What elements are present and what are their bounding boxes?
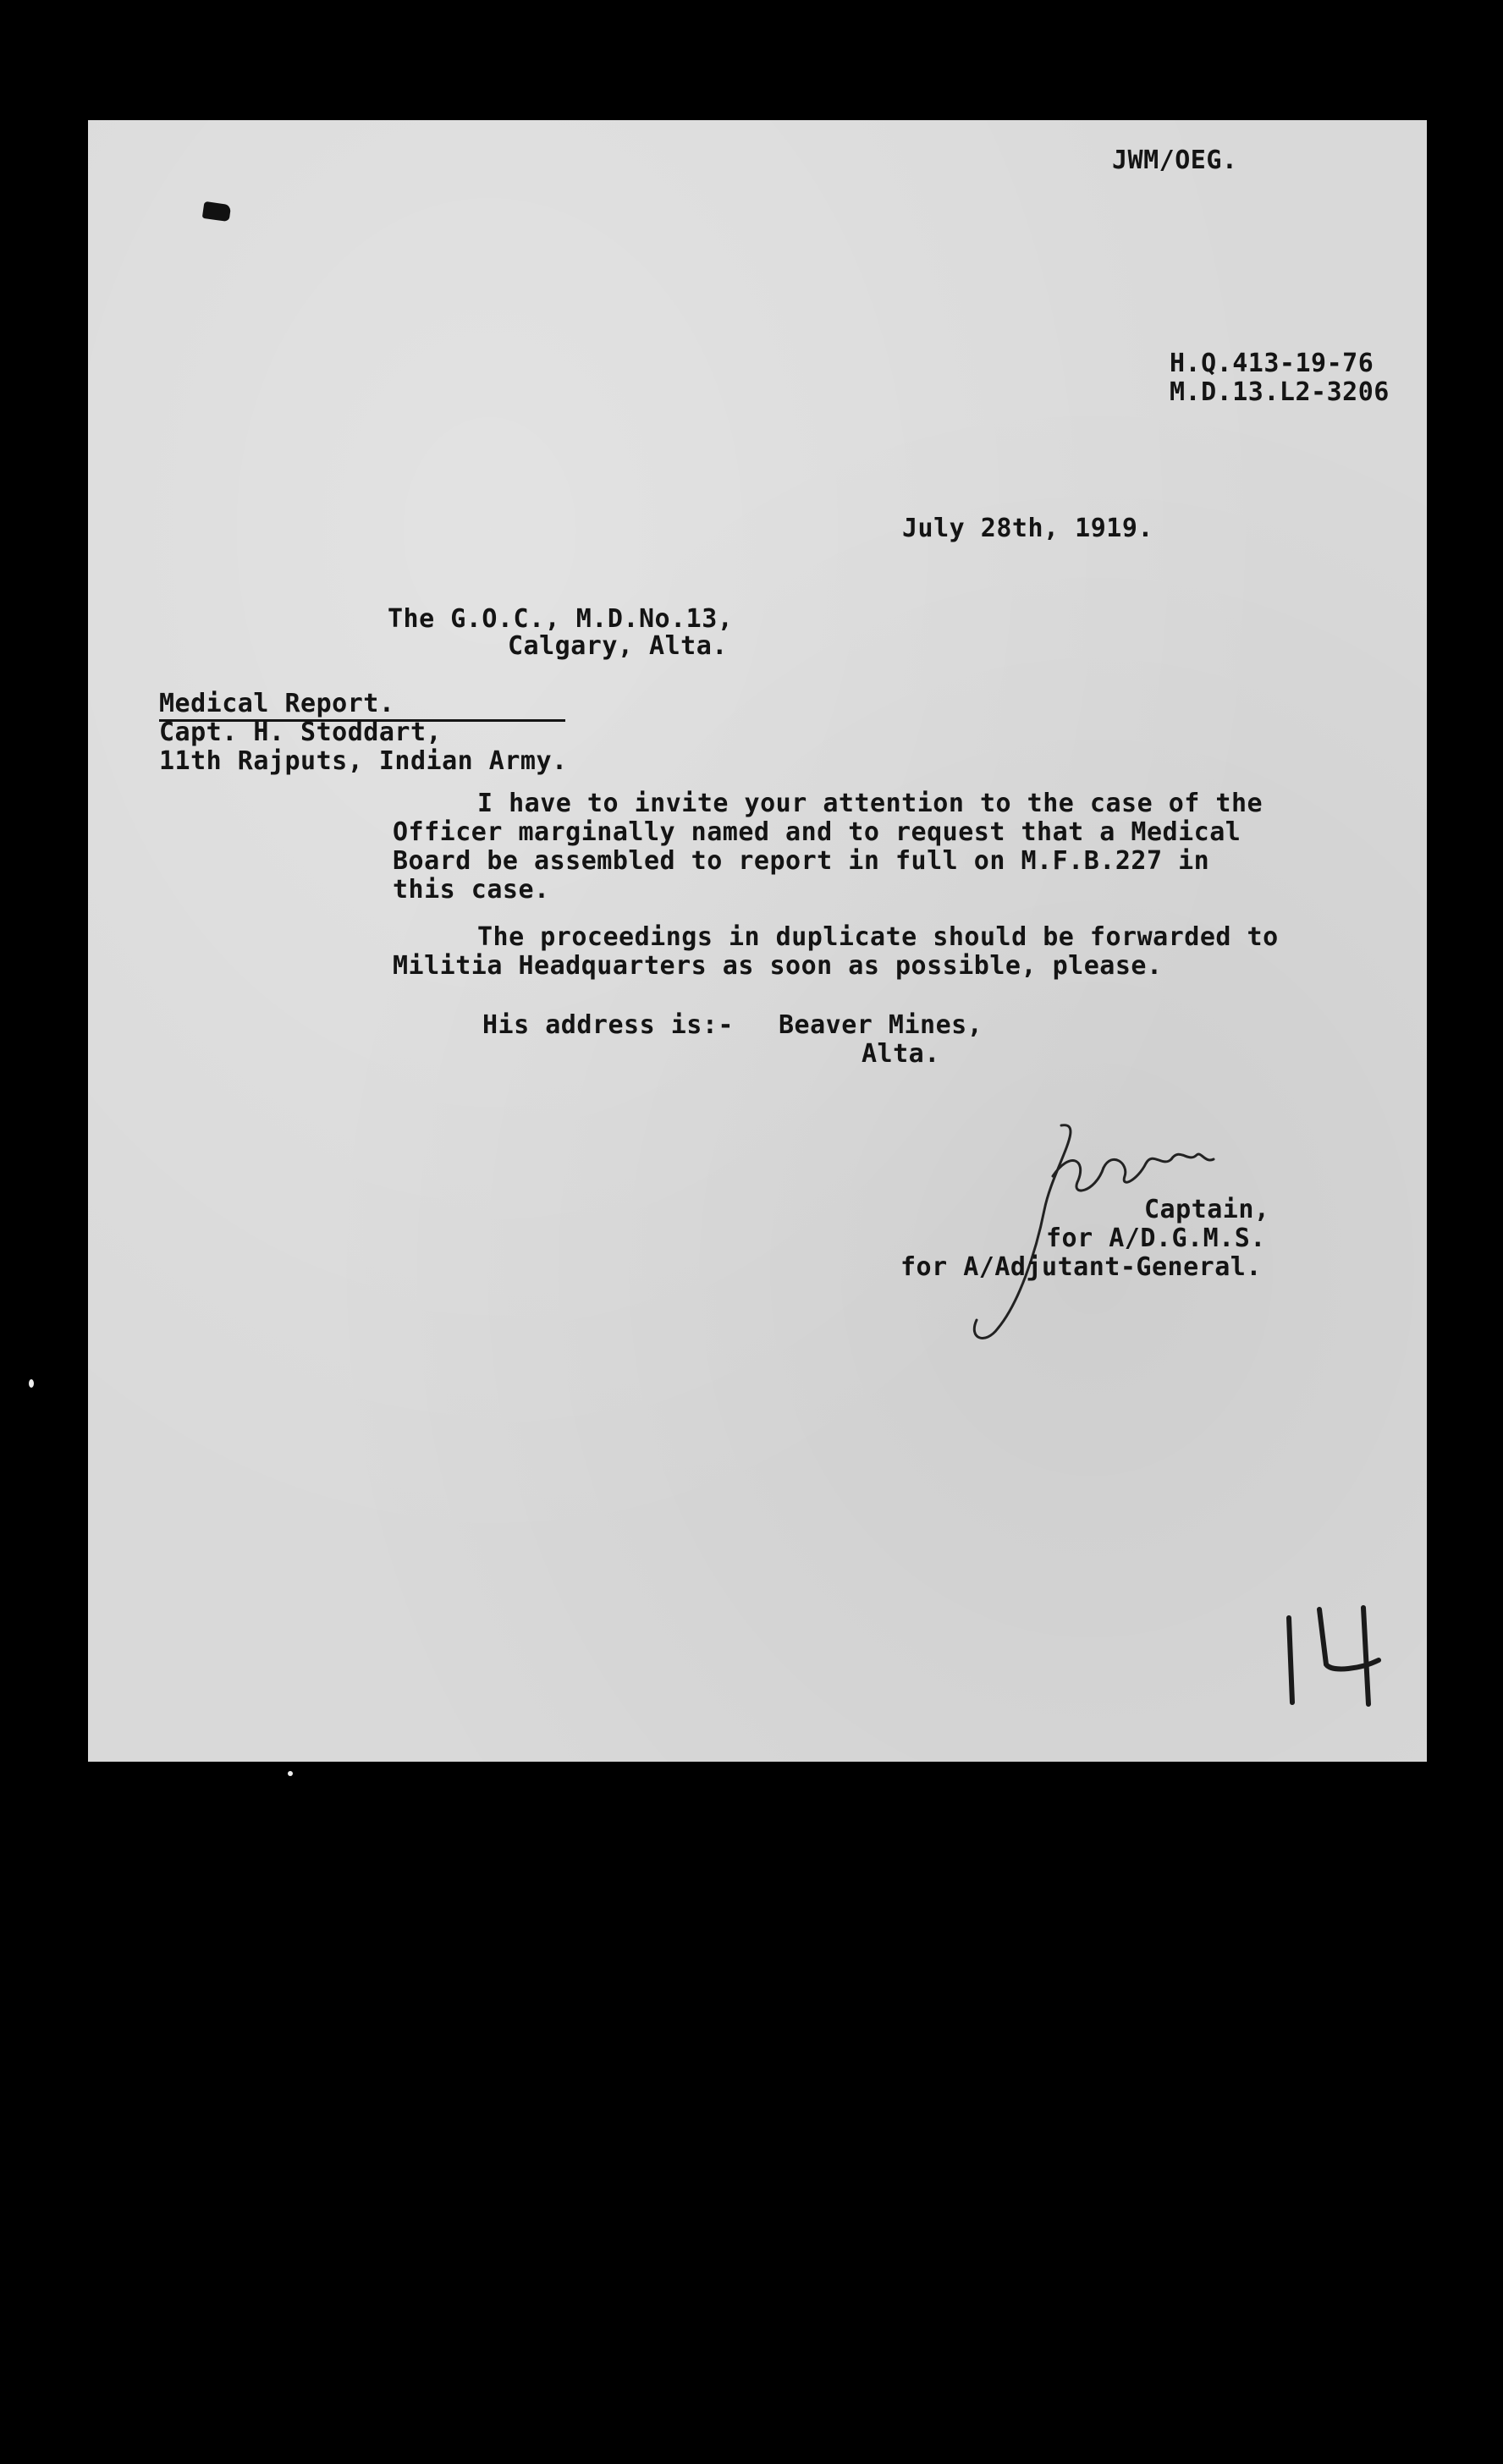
body-line: I have to invite your attention to the case of the (477, 789, 1264, 818)
subject-line: Capt. H. Stoddart, (159, 718, 443, 747)
file-number: M.D.13.L2-3206 (1170, 377, 1390, 407)
document-page (88, 120, 1427, 1762)
margin-speck (29, 1379, 34, 1388)
address-line: Beaver Mines, (779, 1010, 983, 1040)
addressee-line: The G.O.C., M.D.No.13, (388, 604, 734, 634)
subject-line: 11th Rajputs, Indian Army. (159, 746, 568, 776)
file-number: H.Q.413-19-76 (1170, 349, 1374, 378)
subject-heading: Medical Report. (159, 689, 395, 718)
body-line: Officer marginally named and to request that a Medical (393, 817, 1241, 847)
addressee-line: Calgary, Alta. (508, 631, 728, 661)
reference-initials: JWM/OEG. (1112, 146, 1238, 175)
margin-speck (288, 1771, 293, 1776)
body-line: Militia Headquarters as soon as possible, please. (393, 951, 1163, 981)
address-line: Alta. (862, 1039, 940, 1069)
address-label: His address is:- (482, 1010, 734, 1040)
signature-line: Captain, (1144, 1195, 1270, 1224)
signature-line: for A/D.G.M.S. (1046, 1224, 1266, 1253)
ink-smudge (202, 201, 231, 222)
body-line: Board be assembled to report in full on M.F.B.227 in (393, 846, 1210, 876)
body-line: this case. (393, 875, 550, 905)
letter-date: July 28th, 1919. (902, 514, 1153, 543)
signature-line: for A/Adjutant-General. (900, 1252, 1262, 1282)
handwritten-page-number (1269, 1592, 1396, 1711)
body-line: The proceedings in duplicate should be forwarded to (477, 922, 1279, 952)
